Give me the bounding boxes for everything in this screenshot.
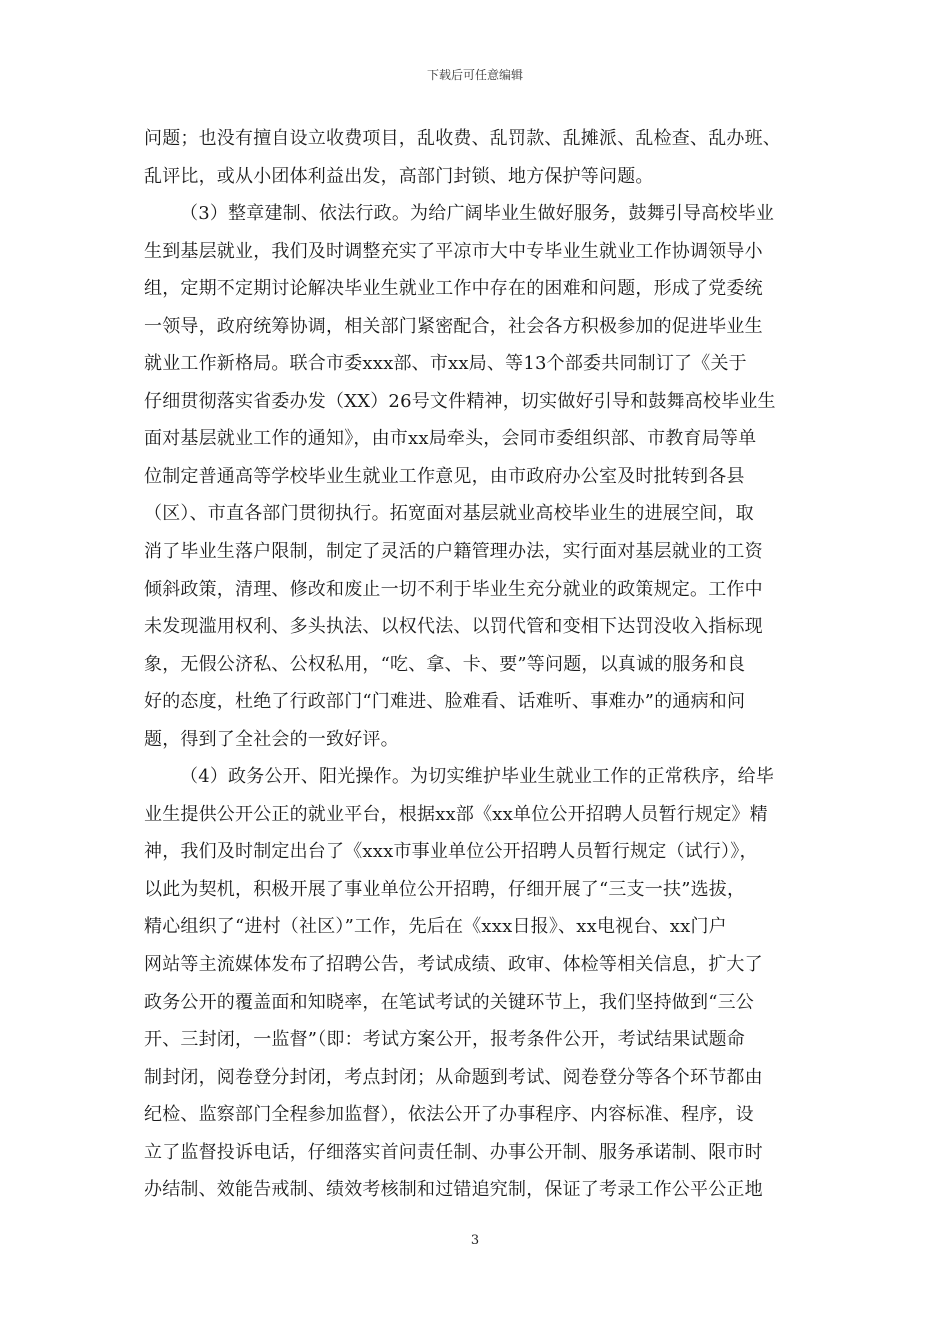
paragraph-3-start: （3）整章建制、依法行政。为给广阔毕业生做好服务，鼓舞引导高校毕业 xyxy=(180,203,775,225)
text-line: 业生提供公开公正的就业平台，根据xx部《xx单位公开招聘人员暂行规定》精 xyxy=(144,803,768,825)
text-line: 网站等主流媒体发布了招聘公告，考试成绩、政审、体检等相关信息，扩大了 xyxy=(144,954,763,976)
page-header: 下载后可任意编辑 xyxy=(426,68,523,82)
text-line: 神，我们及时制定出台了《xxx市事业单位公开招聘人员暂行规定（试行）》， xyxy=(144,841,758,863)
text-line: 一领导，政府统筹协调，相关部门紧密配合，社会各方积极参加的促进毕业生 xyxy=(144,315,763,337)
text-line: 乱评比，或从小团体利益出发，高部门封锁、地方保护等问题。 xyxy=(144,165,654,187)
text-line: 制封闭，阅卷登分封闭，考点封闭；从命题到考试、阅卷登分等各个环节都由 xyxy=(144,1066,763,1088)
text-line: 题，得到了全社会的一致好评。 xyxy=(144,728,399,750)
text-line: 好的态度，杜绝了行政部门“门难进、脸难看、话难听、事难办”的通病和问 xyxy=(144,691,746,713)
page-number: 3 xyxy=(470,1233,480,1248)
text-line: 就业工作新格局。联合市委xxx部、市xx局、等13个部委共同制订了《关于 xyxy=(144,353,747,375)
text-line: 象，无假公济私、公权私用，“吃、拿、卡、要”等问题，以真诚的服务和良 xyxy=(144,653,746,675)
text-line: 组，定期不定期讨论解决毕业生就业工作中存在的困难和问题，形成了党委统 xyxy=(144,278,763,300)
text-line: 未发现滥用权利、多头执法、以权代法、以罚代管和变相下达罚没收入指标现 xyxy=(144,616,763,638)
text-line: 开、三封闭，一监督”（即：考试方案公开，报考条件公开，考试结果试题命 xyxy=(144,1029,745,1051)
text-line: 位制定普通高等学校毕业生就业工作意见，由市政府办公室及时批转到各县 xyxy=(144,465,745,487)
text-line: 以此为契机，积极开展了事业单位公开招聘，仔细开展了“三支一扶”选拔， xyxy=(144,878,746,900)
text-line: 倾斜政策，清理、修改和废止一切不利于毕业生充分就业的政策规定。工作中 xyxy=(144,578,763,600)
document-body xyxy=(144,120,808,1209)
text-line: 问题；也没有擅自设立收费项目，乱收费、乱罚款、乱摊派、乱检查、乱办班、 xyxy=(144,128,781,149)
text-line: 消了毕业生落户限制，制定了灵活的户籍管理办法，实行面对基层就业的工资 xyxy=(144,541,763,563)
text-line: （区）、市直各部门贯彻执行。拓宽面对基层就业高校毕业生的进展空间，取 xyxy=(144,503,754,525)
paragraph-4-start: （4）政务公开、阳光操作。为切实维护毕业生就业工作的正常秩序，给毕 xyxy=(180,766,775,788)
text-line: 办结制、效能告戒制、绩效考核制和过错追究制，保证了考录工作公平公正地 xyxy=(144,1179,763,1201)
text-line: 纪检、监察部门全程参加监督），依法公开了办事程序、内容标准、程序，设 xyxy=(144,1104,754,1126)
text-line: 仔细贯彻落实省委办发（XX）26号文件精神，切实做好引导和鼓舞高校毕业生 xyxy=(144,390,776,412)
text-line: 政务公开的覆盖面和知晓率，在笔试考试的关键环节上，我们坚持做到“三公 xyxy=(144,991,754,1013)
text-line: 生到基层就业，我们及时调整充实了平凉市大中专毕业生就业工作协调领导小 xyxy=(144,240,763,262)
text-line: 面对基层就业工作的通知》，由市xx局牵头，会同市委组织部、市教育局等单 xyxy=(144,428,757,450)
text-line: 精心组织了“进村（社区）”工作，先后在《xxx日报》、xx电视台、xx门户 xyxy=(144,916,727,938)
text-line: 立了监督投诉电话，仔细落实首问责任制、办事公开制、服务承诺制、限市时 xyxy=(144,1141,763,1163)
